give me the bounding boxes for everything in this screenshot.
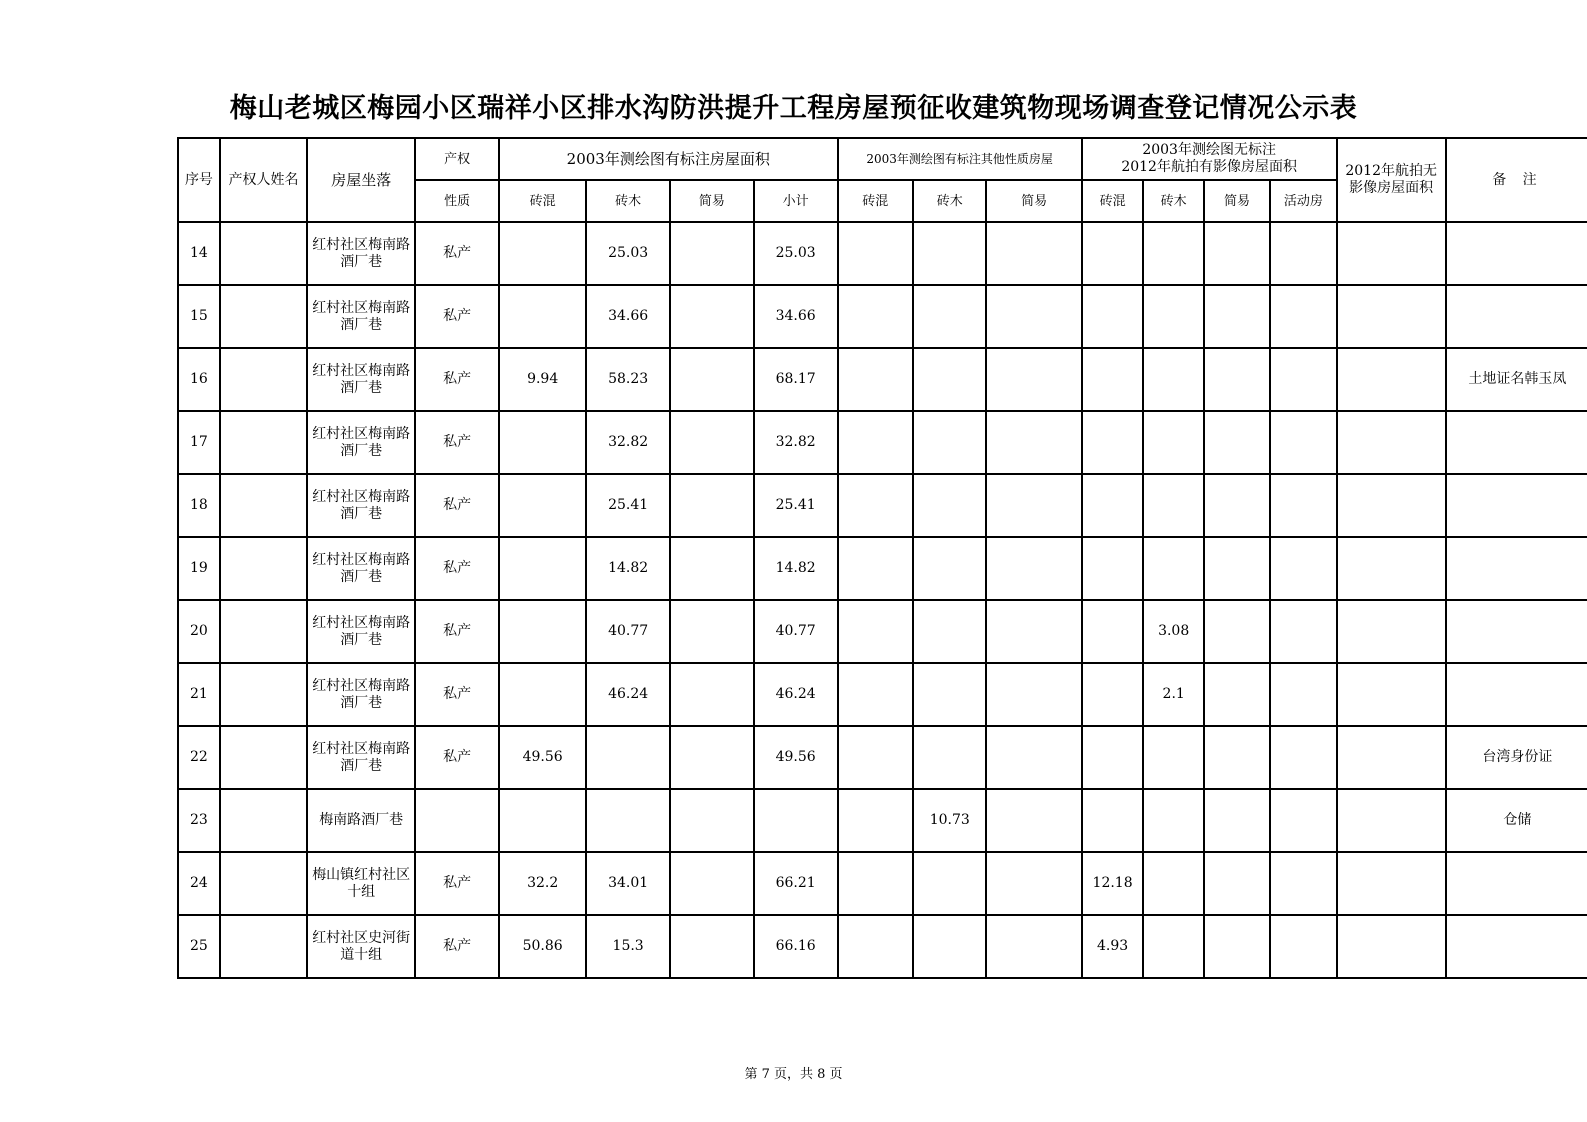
- cell-g2-brick-concrete: [838, 537, 914, 600]
- cell-g2-simple: [986, 789, 1081, 852]
- cell-g1-subtotal: 25.03: [754, 222, 838, 285]
- cell-g3-brick-concrete: [1082, 222, 1144, 285]
- cell-g1-subtotal: 66.16: [754, 915, 838, 978]
- cell-seq: 16: [178, 348, 220, 411]
- cell-g3-simple: [1204, 852, 1270, 915]
- cell-g3-brick-concrete: [1082, 663, 1144, 726]
- cell-g2-brick-wood: [913, 726, 986, 789]
- header-group-2012-image-line1: 2003年测绘图无标注: [1142, 142, 1276, 158]
- cell-g3-brick-wood: [1143, 474, 1203, 537]
- cell-g2-simple: [986, 726, 1081, 789]
- cell-g3-brick-concrete: [1082, 537, 1144, 600]
- cell-g3-simple: [1204, 348, 1270, 411]
- header-g3-brick-concrete: 砖混: [1082, 180, 1144, 222]
- cell-owner: [220, 663, 307, 726]
- cell-g1-brick-wood: 34.66: [586, 285, 670, 348]
- header-owner: 产权人姓名: [220, 138, 307, 222]
- cell-g3-mobile-house: [1270, 726, 1336, 789]
- cell-g3-mobile-house: [1270, 600, 1336, 663]
- table-row: [178, 852, 1587, 915]
- cell-g2-brick-concrete: [838, 726, 914, 789]
- cell-g1-brick-concrete: [499, 600, 586, 663]
- cell-g2-simple: [986, 600, 1081, 663]
- cell-property: 私产: [415, 285, 499, 348]
- cell-owner: [220, 411, 307, 474]
- cell-g3-mobile-house: [1270, 222, 1336, 285]
- cell-g3-simple: [1204, 663, 1270, 726]
- cell-g2-simple: [986, 915, 1081, 978]
- cell-remark: [1446, 411, 1587, 474]
- cell-g1-simple: [670, 474, 754, 537]
- header-g1-brick-concrete: 砖混: [499, 180, 586, 222]
- cell-g2-brick-wood: [913, 285, 986, 348]
- cell-seq: 15: [178, 285, 220, 348]
- table-row: [178, 222, 1587, 285]
- cell-seq: 21: [178, 663, 220, 726]
- cell-g1-brick-concrete: [499, 222, 586, 285]
- cell-2012-no-image: [1337, 852, 1446, 915]
- cell-g1-brick-wood: 40.77: [586, 600, 670, 663]
- cell-property: 私产: [415, 474, 499, 537]
- cell-location: 红村社区梅南路酒厂巷: [307, 726, 415, 789]
- header-g3-mobile-house: 活动房: [1270, 180, 1336, 222]
- cell-location: 梅山镇红村社区十组: [307, 852, 415, 915]
- cell-g1-brick-wood: 46.24: [586, 663, 670, 726]
- cell-2012-no-image: [1337, 222, 1446, 285]
- cell-g1-simple: [670, 222, 754, 285]
- cell-g2-brick-concrete: [838, 852, 914, 915]
- cell-location: 红村社区梅南路酒厂巷: [307, 222, 415, 285]
- cell-g2-simple: [986, 663, 1081, 726]
- cell-property: 私产: [415, 537, 499, 600]
- cell-g1-simple: [670, 789, 754, 852]
- page-footer: 第 7 页，共 8 页: [744, 1067, 843, 1082]
- cell-2012-no-image: [1337, 474, 1446, 537]
- cell-g2-brick-wood: [913, 852, 986, 915]
- cell-property: 私产: [415, 600, 499, 663]
- cell-g1-brick-concrete: [499, 663, 586, 726]
- cell-location: 梅南路酒厂巷: [307, 789, 415, 852]
- cell-g2-brick-concrete: [838, 222, 914, 285]
- cell-g1-brick-wood: 25.41: [586, 474, 670, 537]
- cell-seq: 24: [178, 852, 220, 915]
- cell-g2-simple: [986, 537, 1081, 600]
- cell-property: 私产: [415, 411, 499, 474]
- cell-property: 私产: [415, 663, 499, 726]
- cell-g3-mobile-house: [1270, 411, 1336, 474]
- cell-g3-brick-wood: [1143, 537, 1203, 600]
- cell-remark: [1446, 222, 1587, 285]
- cell-location: 红村社区梅南路酒厂巷: [307, 474, 415, 537]
- cell-g1-brick-concrete: [499, 411, 586, 474]
- table-row: [178, 348, 1587, 411]
- cell-g3-mobile-house: [1270, 915, 1336, 978]
- cell-g3-mobile-house: [1270, 285, 1336, 348]
- table-row: [178, 600, 1587, 663]
- cell-g1-brick-wood: 58.23: [586, 348, 670, 411]
- cell-g1-simple: [670, 915, 754, 978]
- cell-g3-simple: [1204, 789, 1270, 852]
- cell-g3-mobile-house: [1270, 537, 1336, 600]
- header-property-top: 产权: [415, 138, 499, 180]
- cell-2012-no-image: [1337, 348, 1446, 411]
- cell-property: 私产: [415, 726, 499, 789]
- cell-g3-mobile-house: [1270, 474, 1336, 537]
- header-group-2003-other: 2003年测绘图有标注其他性质房屋: [838, 138, 1082, 180]
- cell-remark: [1446, 663, 1587, 726]
- cell-location: 红村社区梅南路酒厂巷: [307, 663, 415, 726]
- cell-g2-simple: [986, 348, 1081, 411]
- cell-g1-subtotal: 40.77: [754, 600, 838, 663]
- cell-2012-no-image: [1337, 285, 1446, 348]
- cell-g3-simple: [1204, 726, 1270, 789]
- cell-2012-no-image: [1337, 726, 1446, 789]
- cell-g3-brick-wood: 3.08: [1143, 600, 1203, 663]
- cell-g2-brick-concrete: [838, 474, 914, 537]
- cell-g1-simple: [670, 663, 754, 726]
- cell-location: 红村社区梅南路酒厂巷: [307, 285, 415, 348]
- cell-g1-brick-wood: 34.01: [586, 852, 670, 915]
- header-2012-no-image-line2: 影像房屋面积: [1349, 180, 1434, 196]
- cell-g2-brick-wood: [913, 537, 986, 600]
- cell-g1-subtotal: 14.82: [754, 537, 838, 600]
- cell-seq: 20: [178, 600, 220, 663]
- header-group-2003-marked: 2003年测绘图有标注房屋面积: [499, 138, 837, 180]
- cell-g3-brick-concrete: 4.93: [1082, 915, 1144, 978]
- cell-seq: 17: [178, 411, 220, 474]
- cell-g3-brick-wood: 2.1: [1143, 663, 1203, 726]
- cell-location: 红村社区梅南路酒厂巷: [307, 411, 415, 474]
- cell-g3-brick-concrete: [1082, 285, 1144, 348]
- cell-g2-simple: [986, 222, 1081, 285]
- cell-g1-brick-concrete: 32.2: [499, 852, 586, 915]
- cell-owner: [220, 474, 307, 537]
- table-row: [178, 915, 1587, 978]
- cell-g1-subtotal: 34.66: [754, 285, 838, 348]
- cell-g1-brick-concrete: [499, 537, 586, 600]
- cell-g3-brick-wood: [1143, 726, 1203, 789]
- cell-2012-no-image: [1337, 663, 1446, 726]
- header-2012-no-image-line1: 2012年航拍无: [1345, 163, 1437, 179]
- cell-g1-brick-concrete: 50.86: [499, 915, 586, 978]
- cell-g1-brick-wood: [586, 726, 670, 789]
- header-group-2012-image-line2: 2012年航拍有影像房屋面积: [1121, 159, 1297, 175]
- cell-property: 私产: [415, 915, 499, 978]
- cell-2012-no-image: [1337, 600, 1446, 663]
- cell-g2-brick-wood: [913, 348, 986, 411]
- cell-g2-simple: [986, 852, 1081, 915]
- cell-g1-subtotal: 25.41: [754, 474, 838, 537]
- cell-2012-no-image: [1337, 537, 1446, 600]
- table-row: [178, 537, 1587, 600]
- cell-g2-brick-concrete: [838, 663, 914, 726]
- cell-remark: [1446, 852, 1587, 915]
- cell-g1-subtotal: 32.82: [754, 411, 838, 474]
- cell-remark: [1446, 474, 1587, 537]
- cell-g1-brick-concrete: [499, 474, 586, 537]
- cell-g1-simple: [670, 726, 754, 789]
- cell-location: 红村社区梅南路酒厂巷: [307, 348, 415, 411]
- cell-g3-brick-wood: [1143, 915, 1203, 978]
- header-remark: 备 注: [1446, 138, 1587, 222]
- cell-g1-brick-concrete: 49.56: [499, 726, 586, 789]
- cell-remark: [1446, 285, 1587, 348]
- cell-g1-brick-concrete: 9.94: [499, 348, 586, 411]
- cell-g3-mobile-house: [1270, 663, 1336, 726]
- cell-g2-brick-wood: 10.73: [913, 789, 986, 852]
- cell-g3-simple: [1204, 222, 1270, 285]
- cell-g3-simple: [1204, 915, 1270, 978]
- cell-g3-simple: [1204, 537, 1270, 600]
- cell-property: 私产: [415, 222, 499, 285]
- cell-g2-brick-wood: [913, 663, 986, 726]
- header-2012-no-image: [1337, 138, 1446, 222]
- cell-g3-brick-concrete: [1082, 789, 1144, 852]
- cell-g2-simple: [986, 411, 1081, 474]
- cell-g1-simple: [670, 852, 754, 915]
- cell-g1-simple: [670, 411, 754, 474]
- cell-g1-brick-concrete: [499, 789, 586, 852]
- cell-property: 私产: [415, 852, 499, 915]
- cell-remark: [1446, 600, 1587, 663]
- cell-remark: [1446, 537, 1587, 600]
- cell-g3-brick-wood: [1143, 852, 1203, 915]
- cell-g1-subtotal: 66.21: [754, 852, 838, 915]
- cell-location: 红村社区史河街道十组: [307, 915, 415, 978]
- cell-g3-mobile-house: [1270, 348, 1336, 411]
- header-location: 房屋坐落: [307, 138, 415, 222]
- cell-g1-brick-wood: 15.3: [586, 915, 670, 978]
- cell-seq: 18: [178, 474, 220, 537]
- cell-seq: 25: [178, 915, 220, 978]
- cell-g3-brick-wood: [1143, 411, 1203, 474]
- cell-g3-simple: [1204, 474, 1270, 537]
- header-seq: 序号: [178, 138, 220, 222]
- cell-owner: [220, 600, 307, 663]
- cell-remark: 台湾身份证: [1446, 726, 1587, 789]
- cell-property: [415, 789, 499, 852]
- cell-seq: 22: [178, 726, 220, 789]
- cell-g3-simple: [1204, 285, 1270, 348]
- cell-g2-brick-wood: [913, 411, 986, 474]
- cell-g1-brick-wood: 32.82: [586, 411, 670, 474]
- cell-owner: [220, 537, 307, 600]
- cell-g3-simple: [1204, 600, 1270, 663]
- cell-g2-brick-concrete: [838, 348, 914, 411]
- header-g1-brick-wood: 砖木: [586, 180, 670, 222]
- cell-g1-brick-wood: 25.03: [586, 222, 670, 285]
- cell-remark: 土地证名韩玉凤: [1446, 348, 1587, 411]
- cell-g2-simple: [986, 474, 1081, 537]
- cell-g2-brick-concrete: [838, 915, 914, 978]
- header-property-bottom: 性质: [415, 180, 499, 222]
- page-title: 梅山老城区梅园小区瑞祥小区排水沟防洪提升工程房屋预征收建筑物现场调查登记情况公示表: [229, 93, 1358, 124]
- header-g1-subtotal: 小计: [754, 180, 838, 222]
- table-row: [178, 411, 1587, 474]
- cell-g2-brick-concrete: [838, 411, 914, 474]
- header-g3-brick-wood: 砖木: [1143, 180, 1203, 222]
- cell-g3-brick-wood: [1143, 789, 1203, 852]
- cell-g1-simple: [670, 600, 754, 663]
- cell-g2-brick-wood: [913, 474, 986, 537]
- cell-g3-brick-wood: [1143, 348, 1203, 411]
- table-row: [178, 285, 1587, 348]
- cell-g3-mobile-house: [1270, 789, 1336, 852]
- cell-2012-no-image: [1337, 789, 1446, 852]
- cell-remark: 仓储: [1446, 789, 1587, 852]
- cell-g2-brick-concrete: [838, 789, 914, 852]
- header-group-2012-image: [1082, 138, 1337, 180]
- cell-g1-simple: [670, 348, 754, 411]
- cell-g1-subtotal: 49.56: [754, 726, 838, 789]
- cell-owner: [220, 726, 307, 789]
- cell-g3-brick-concrete: [1082, 474, 1144, 537]
- cell-g1-simple: [670, 537, 754, 600]
- cell-owner: [220, 285, 307, 348]
- cell-g3-simple: [1204, 411, 1270, 474]
- header-g2-brick-concrete: 砖混: [838, 180, 914, 222]
- cell-g3-brick-concrete: [1082, 348, 1144, 411]
- table-row: [178, 789, 1587, 852]
- cell-g3-brick-concrete: [1082, 411, 1144, 474]
- cell-seq: 14: [178, 222, 220, 285]
- cell-seq: 19: [178, 537, 220, 600]
- cell-g3-brick-wood: [1143, 222, 1203, 285]
- cell-g2-brick-concrete: [838, 285, 914, 348]
- cell-g1-simple: [670, 285, 754, 348]
- header-g2-brick-wood: 砖木: [913, 180, 986, 222]
- cell-g3-brick-wood: [1143, 285, 1203, 348]
- cell-owner: [220, 915, 307, 978]
- cell-owner: [220, 789, 307, 852]
- header-g2-simple: 简易: [986, 180, 1081, 222]
- cell-g1-brick-wood: 14.82: [586, 537, 670, 600]
- cell-g2-simple: [986, 285, 1081, 348]
- cell-owner: [220, 852, 307, 915]
- cell-g2-brick-concrete: [838, 600, 914, 663]
- cell-g1-subtotal: 68.17: [754, 348, 838, 411]
- cell-seq: 23: [178, 789, 220, 852]
- cell-g2-brick-wood: [913, 915, 986, 978]
- table-row: [178, 474, 1587, 537]
- cell-location: 红村社区梅南路酒厂巷: [307, 537, 415, 600]
- cell-owner: [220, 348, 307, 411]
- cell-2012-no-image: [1337, 411, 1446, 474]
- cell-2012-no-image: [1337, 915, 1446, 978]
- cell-g1-subtotal: [754, 789, 838, 852]
- survey-table: [177, 137, 1587, 979]
- cell-location: 红村社区梅南路酒厂巷: [307, 600, 415, 663]
- cell-g3-brick-concrete: [1082, 726, 1144, 789]
- cell-g1-subtotal: 46.24: [754, 663, 838, 726]
- cell-owner: [220, 222, 307, 285]
- table-row: [178, 726, 1587, 789]
- cell-remark: [1446, 915, 1587, 978]
- table-row: [178, 663, 1587, 726]
- table-body: [178, 222, 1587, 978]
- cell-g1-brick-wood: [586, 789, 670, 852]
- cell-g3-mobile-house: [1270, 852, 1336, 915]
- cell-g1-brick-concrete: [499, 285, 586, 348]
- header-g1-simple: 简易: [670, 180, 754, 222]
- header-g3-simple: 简易: [1204, 180, 1270, 222]
- cell-property: 私产: [415, 348, 499, 411]
- cell-g3-brick-concrete: 12.18: [1082, 852, 1144, 915]
- cell-g3-brick-concrete: [1082, 600, 1144, 663]
- cell-g2-brick-wood: [913, 600, 986, 663]
- cell-g2-brick-wood: [913, 222, 986, 285]
